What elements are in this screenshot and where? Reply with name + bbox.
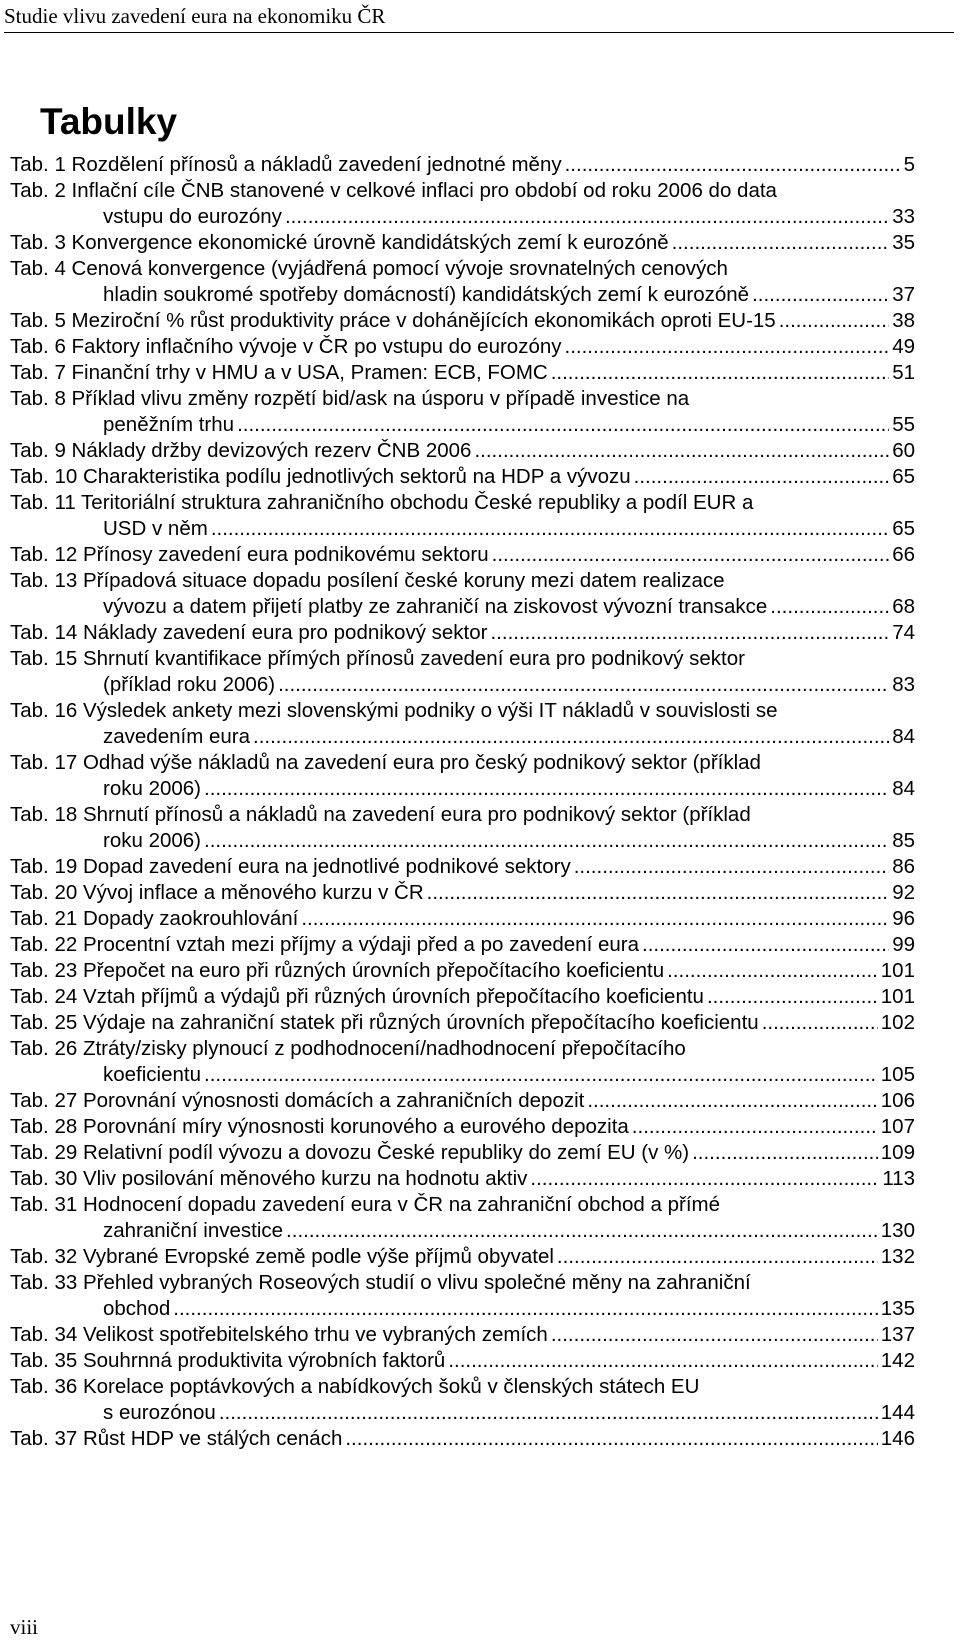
toc-entry[interactable] [10, 698, 915, 750]
toc-entry-title: zahraniční investice [103, 1219, 284, 1242]
toc-entry-line [10, 308, 915, 334]
dot-leader [204, 828, 889, 854]
dot-leader [574, 854, 889, 880]
toc-entry[interactable] [10, 1010, 915, 1036]
toc-entry-continuation [10, 776, 915, 802]
toc-page-number: 96 [892, 907, 915, 930]
dot-leader [492, 542, 890, 568]
toc-page-number: 102 [880, 1011, 915, 1034]
toc-page-number: 65 [892, 517, 915, 540]
toc-entry[interactable] [10, 1036, 915, 1088]
dot-leader [253, 724, 889, 750]
toc-entry[interactable] [10, 360, 915, 386]
toc-entry-line [10, 620, 915, 646]
dot-leader [490, 620, 889, 646]
toc-entry-line [10, 464, 915, 490]
dot-leader [557, 1244, 878, 1270]
dot-leader [211, 516, 889, 542]
toc-entry-continuation [10, 516, 915, 542]
toc-page-number: 92 [892, 881, 915, 904]
toc-page-number: 85 [892, 829, 915, 852]
toc-page-number: 55 [892, 413, 915, 436]
toc-entry[interactable] [10, 542, 915, 568]
toc-entry-line [10, 698, 915, 724]
toc-entry-line [10, 1270, 915, 1296]
toc-entry-line [10, 1088, 915, 1114]
toc-entry-title: Tab. 36 Korelace poptávkových a nabídkových šoků v členských státech EU [10, 1375, 700, 1398]
dot-leader [427, 880, 890, 906]
toc-entry-title: Tab. 32 Vybrané Evropské země podle výše příjmů obyvatel [10, 1245, 554, 1268]
toc-entry[interactable] [10, 386, 915, 438]
toc-entry-title: Tab. 6 Faktory inflačního vývoje v ČR po vstupu do eurozóny [10, 335, 562, 358]
toc-entry-title: Tab. 1 Rozdělení přínosů a nákladů zavedení jednotné měny [10, 153, 562, 176]
dot-leader [762, 1010, 878, 1036]
toc-entry[interactable] [10, 1270, 915, 1322]
dot-leader [634, 464, 890, 490]
dot-leader [779, 308, 889, 334]
toc-entry-line [10, 880, 915, 906]
toc-entry-title: Tab. 4 Cenová konvergence (vyjádřená pomocí vývoje srovnatelných cenových [10, 257, 728, 280]
toc-entry-continuation [10, 1296, 915, 1322]
toc-entry-title: Tab. 25 Výdaje na zahraniční statek při různých úrovních přepočítacího koeficientu [10, 1011, 759, 1034]
toc-entry-title: koeficientu [103, 1063, 202, 1086]
toc-entry-title: Tab. 11 Teritoriální struktura zahraničního obchodu České republiky a podíl EUR a [10, 491, 754, 514]
toc-page-number: 60 [892, 439, 915, 462]
dot-leader [551, 1322, 878, 1348]
toc-entry-title: Tab. 7 Finanční trhy v HMU a v USA, Pramen: ECB, FOMC [10, 361, 548, 384]
toc-entry-line [10, 1244, 915, 1270]
toc-entry-line [10, 230, 915, 256]
toc-entry[interactable] [10, 1166, 915, 1192]
toc-page-number: 68 [892, 595, 915, 618]
toc-entry-title: Tab. 24 Vztah příjmů a výdajů při různých úrovních přepočítacího koeficientu [10, 985, 704, 1008]
dot-leader [672, 230, 890, 256]
toc-entry[interactable] [10, 464, 915, 490]
toc-entry-title: (příklad roku 2006) [103, 673, 276, 696]
toc-entry-title: peněžním trhu [103, 413, 235, 436]
toc-page-number: 135 [880, 1297, 915, 1320]
toc-entry-title: Tab. 37 Růst HDP ve stálých cenách [10, 1427, 343, 1450]
toc-entry[interactable] [10, 906, 915, 932]
toc-entry-line [10, 1140, 915, 1166]
toc-entry-line [10, 1322, 915, 1348]
toc-entry[interactable] [10, 750, 915, 802]
dot-leader [173, 1296, 878, 1322]
toc-entry-title: hladin soukromé spotřeby domácností) kandidátských zemí k eurozóně [103, 283, 750, 306]
toc-entry[interactable] [10, 308, 915, 334]
toc-entry[interactable] [10, 152, 915, 178]
toc-entry-line [10, 932, 915, 958]
toc-entry-title: Tab. 18 Shrnutí přínosů a nákladů na zavedení eura pro podnikový sektor (příklad [10, 803, 751, 826]
toc-page-number: 101 [880, 959, 915, 982]
toc-entry-title: Tab. 8 Příklad vlivu změny rozpětí bid/ask na úsporu v případě investice na [10, 387, 690, 410]
toc-page-number: 49 [892, 335, 915, 358]
toc-page-number: 35 [892, 231, 915, 254]
toc-entry-title: Tab. 31 Hodnocení dopadu zavedení eura v ČR na zahraniční obchod a přímé [10, 1193, 720, 1216]
dot-leader [474, 438, 889, 464]
toc-entry-title: vývozu a datem přijetí platby ze zahraničí na ziskovost vývozní transakce [103, 595, 768, 618]
toc-page-number: 33 [892, 205, 915, 228]
toc-page-number: 37 [892, 283, 915, 306]
toc-page-number: 74 [892, 621, 915, 644]
toc-entry-title: Tab. 5 Meziroční % růst produktivity práce v dohánějících ekonomikách oproti EU-15 [10, 309, 776, 332]
dot-leader [752, 282, 889, 308]
toc-entry-continuation [10, 724, 915, 750]
toc-entry[interactable] [10, 1192, 915, 1244]
table-of-tables [10, 152, 915, 1452]
dot-leader [642, 932, 889, 958]
toc-page-number: 66 [892, 543, 915, 566]
dot-leader [692, 1140, 878, 1166]
toc-entry-continuation [10, 1400, 915, 1426]
toc-page-number: 130 [880, 1219, 915, 1242]
dot-leader [286, 1218, 878, 1244]
toc-entry-title: Tab. 12 Přínosy zavedení eura podnikovému sektoru [10, 543, 489, 566]
toc-entry-continuation [10, 204, 915, 230]
toc-entry-line [10, 906, 915, 932]
toc-entry-title: Tab. 27 Porovnání výnosnosti domácích a zahraničních depozit [10, 1089, 585, 1112]
toc-entry-title: s eurozónou [103, 1401, 216, 1424]
dot-leader [345, 1426, 877, 1452]
toc-entry-title: Tab. 33 Přehled vybraných Roseových studií o vlivu společné měny na zahraniční [10, 1271, 751, 1294]
toc-entry-continuation [10, 672, 915, 698]
toc-entry-title: USD v něm [103, 517, 208, 540]
toc-page-number: 99 [892, 933, 915, 956]
toc-entry-line [10, 1114, 915, 1140]
toc-entry-title: Tab. 29 Relativní podíl vývozu a dovozu České republiky do zemí EU (v %) [10, 1141, 690, 1164]
toc-entry-title: Tab. 22 Procentní vztah mezi příjmy a výdaji před a po zavedení eura [10, 933, 640, 956]
toc-entry-line [10, 568, 915, 594]
toc-entry-line [10, 360, 915, 386]
toc-entry-title: Tab. 19 Dopad zavedení eura na jednotlivé podnikové sektory [10, 855, 571, 878]
toc-entry[interactable] [10, 802, 915, 854]
toc-page-number: 109 [880, 1141, 915, 1164]
toc-entry-title: Tab. 10 Charakteristika podílu jednotlivých sektorů na HDP a vývozu [10, 465, 631, 488]
toc-entry[interactable] [10, 1088, 915, 1114]
toc-page-number: 144 [880, 1401, 915, 1424]
toc-entry-title: Tab. 15 Shrnutí kvantifikace přímých přínosů zavedení eura pro podnikový sektor [10, 647, 745, 670]
dot-leader [770, 594, 889, 620]
toc-entry-line [10, 1374, 915, 1400]
dot-leader [565, 152, 901, 178]
toc-entry-line [10, 334, 915, 360]
toc-entry-title: Tab. 17 Odhad výše nákladů na zavedení eura pro český podnikový sektor (příklad [10, 751, 761, 774]
toc-entry[interactable] [10, 646, 915, 698]
toc-page-number: 107 [880, 1115, 915, 1138]
toc-page-number: 65 [892, 465, 915, 488]
toc-entry-line [10, 1166, 915, 1192]
toc-entry-title: Tab. 23 Přepočet na euro při různých úrovních přepočítacího koeficientu [10, 959, 665, 982]
toc-page-number: 101 [880, 985, 915, 1008]
toc-page-number: 146 [880, 1427, 915, 1450]
page-number: viii [10, 1615, 39, 1639]
dot-leader [551, 360, 889, 386]
toc-entry[interactable] [10, 984, 915, 1010]
toc-entry-title: Tab. 9 Náklady držby devizových rezerv ČNB 2006 [10, 439, 472, 462]
toc-entry-title: Tab. 28 Porovnání míry výnosnosti korunového a eurového depozita [10, 1115, 629, 1138]
toc-page-number: 106 [880, 1089, 915, 1112]
toc-entry[interactable] [10, 256, 915, 308]
dot-leader [219, 1400, 878, 1426]
dot-leader [707, 984, 878, 1010]
toc-entry-line [10, 152, 915, 178]
dot-leader [301, 906, 889, 932]
toc-entry-continuation [10, 1062, 915, 1088]
toc-entry[interactable] [10, 490, 915, 542]
toc-entry-line [10, 386, 915, 412]
toc-entry-continuation [10, 282, 915, 308]
toc-entry[interactable] [10, 1244, 915, 1270]
toc-entry-line [10, 750, 915, 776]
toc-entry-line [10, 1192, 915, 1218]
dot-leader [632, 1114, 878, 1140]
toc-entry-title: roku 2006) [103, 829, 202, 852]
toc-entry-title: obchod [103, 1297, 171, 1320]
toc-entry-line [10, 958, 915, 984]
dot-leader [237, 412, 889, 438]
toc-entry-line [10, 984, 915, 1010]
toc-entry-title: zavedením eura [103, 725, 251, 748]
toc-entry[interactable] [10, 932, 915, 958]
toc-entry[interactable] [10, 958, 915, 984]
dot-leader [204, 1062, 878, 1088]
toc-entry-title: Tab. 2 Inflační cíle ČNB stanovené v celkové inflaci pro období od roku 2006 do data [10, 179, 777, 202]
toc-entry-continuation [10, 594, 915, 620]
toc-entry[interactable] [10, 230, 915, 256]
toc-entry[interactable] [10, 1322, 915, 1348]
toc-entry-title: Tab. 16 Výsledek ankety mezi slovenskými podniky o výši IT nákladů v souvislosti se [10, 699, 778, 722]
toc-page-number: 132 [880, 1245, 915, 1268]
toc-page-number: 105 [880, 1063, 915, 1086]
toc-entry[interactable] [10, 178, 915, 230]
toc-entry-title: roku 2006) [103, 777, 202, 800]
toc-entry-line [10, 256, 915, 282]
toc-entry[interactable] [10, 620, 915, 646]
dot-leader [448, 1348, 877, 1374]
toc-entry[interactable] [10, 438, 915, 464]
running-header: Studie vlivu zavedení eura na ekonomiku ČR [4, 2, 954, 33]
toc-entry-title: Tab. 20 Vývoj inflace a měnového kurzu v ČR [10, 881, 424, 904]
dot-leader [565, 334, 890, 360]
toc-entry-line [10, 1426, 915, 1452]
toc-entry-line [10, 490, 915, 516]
toc-entry[interactable] [10, 1426, 915, 1452]
toc-entry-title: Tab. 34 Velikost spotřebitelského trhu ve vybraných zemích [10, 1323, 548, 1346]
dot-leader [278, 672, 889, 698]
dot-leader [587, 1088, 877, 1114]
toc-entry-line [10, 542, 915, 568]
toc-page-number: 113 [882, 1167, 915, 1190]
dot-leader [667, 958, 878, 984]
toc-entry-line [10, 854, 915, 880]
toc-entry-title: vstupu do eurozóny [103, 205, 282, 228]
dot-leader [204, 776, 889, 802]
toc-page-number: 51 [892, 361, 915, 384]
toc-entry[interactable] [10, 568, 915, 620]
dot-leader [530, 1166, 879, 1192]
toc-entry-line [10, 438, 915, 464]
toc-entry[interactable] [10, 1348, 915, 1374]
toc-entry-line [10, 646, 915, 672]
toc-entry-line [10, 178, 915, 204]
toc-page-number: 84 [892, 777, 915, 800]
dot-leader [285, 204, 889, 230]
toc-entry-title: Tab. 13 Případová situace dopadu posílení české koruny mezi datem realizace [10, 569, 725, 592]
toc-entry[interactable] [10, 1374, 915, 1426]
toc-page-number: 5 [903, 153, 915, 176]
toc-page-number: 137 [880, 1323, 915, 1346]
toc-entry-title: Tab. 26 Ztráty/zisky plynoucí z podhodnocení/nadhodnocení přepočítacího [10, 1037, 686, 1060]
toc-entry-title: Tab. 14 Náklady zavedení eura pro podnikový sektor [10, 621, 488, 644]
toc-entry-continuation [10, 1218, 915, 1244]
toc-entry[interactable] [10, 1114, 915, 1140]
toc-page-number: 83 [892, 673, 915, 696]
toc-entry-continuation [10, 828, 915, 854]
toc-entry-line [10, 802, 915, 828]
toc-entry-line [10, 1348, 915, 1374]
toc-entry-line [10, 1010, 915, 1036]
toc-entry[interactable] [10, 1140, 915, 1166]
toc-page-number: 86 [892, 855, 915, 878]
toc-entry[interactable] [10, 334, 915, 360]
toc-entry-continuation [10, 412, 915, 438]
toc-entry-title: Tab. 30 Vliv posilování měnového kurzu na hodnotu aktiv [10, 1167, 528, 1190]
toc-entry-title: Tab. 3 Konvergence ekonomické úrovně kandidátských zemí k eurozóně [10, 231, 669, 254]
toc-entry-line [10, 1036, 915, 1062]
toc-page-number: 84 [892, 725, 915, 748]
page-title: Tabulky [40, 101, 178, 142]
toc-entry[interactable] [10, 880, 915, 906]
toc-entry-title: Tab. 21 Dopady zaokrouhlování [10, 907, 299, 930]
toc-entry-title: Tab. 35 Souhrnná produktivita výrobních faktorů [10, 1349, 446, 1372]
toc-entry[interactable] [10, 854, 915, 880]
toc-page-number: 38 [892, 309, 915, 332]
toc-page-number: 142 [880, 1349, 915, 1372]
